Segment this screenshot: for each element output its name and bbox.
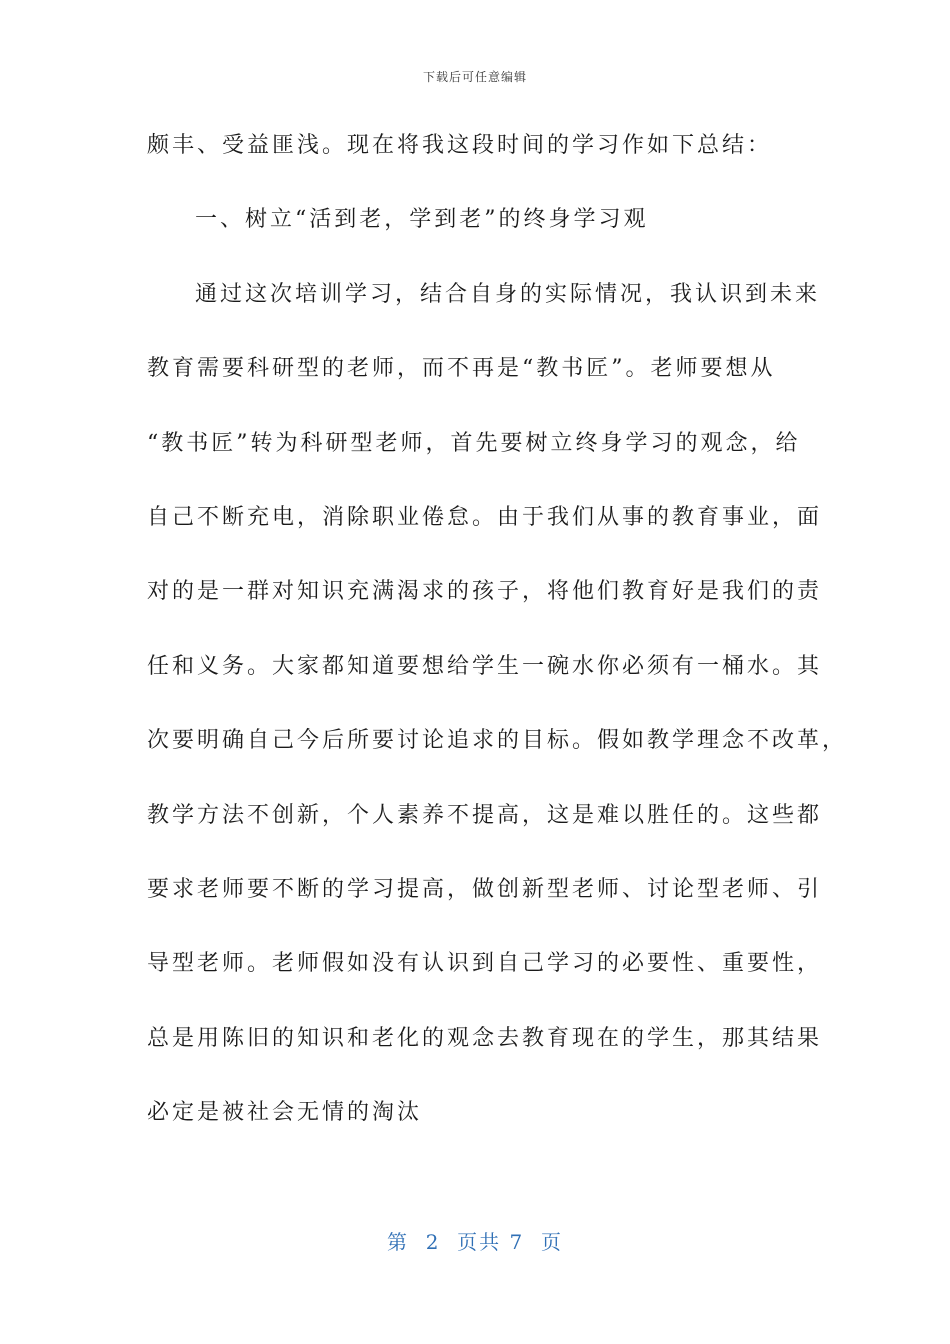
document-body — [147, 128, 848, 1169]
page-number-footer: 第 2 页共 7 页 — [387, 1230, 563, 1254]
header-note: 下载后可任意编辑 — [422, 70, 527, 84]
paragraph-line: 自己不断充电，消除职业倦怠。由于我们从事的教育事业，面 — [147, 504, 823, 530]
paragraph-line: 任和义务。大家都知道要想给学生一碗水你必须有一桶水。其 — [147, 653, 823, 679]
paragraph-line: 通过这次培训学习，结合自身的实际情况，我认识到未来 — [195, 281, 821, 307]
paragraph-line: 教育需要科研型的老师，而不再是“教书匠”。老师要想从 — [147, 356, 776, 382]
paragraph-line: 颇丰、受益匪浅。现在将我这段时间的学习作如下总结： — [147, 133, 773, 158]
paragraph-line: 教学方法不创新，个人素养不提高，这是难以胜任的。这些都 — [147, 802, 823, 828]
section-heading: 一、树立“活到老，学到老”的终身学习观 — [195, 207, 649, 233]
paragraph-line: 对的是一群对知识充满渴求的孩子，将他们教育好是我们的责 — [147, 579, 823, 605]
paragraph-line: 要求老师要不断的学习提高，做创新型老师、讨论型老师、引 — [147, 876, 823, 902]
paragraph-line: “教书匠”转为科研型老师，首先要树立终身学习的观念，给 — [147, 430, 801, 456]
paragraph-line: 次要明确自己今后所要讨论追求的目标。假如教学理念不改革， — [147, 728, 848, 754]
paragraph-line: 必定是被社会无情的淘汰 — [147, 1100, 423, 1126]
paragraph-line: 总是用陈旧的知识和老化的观念去教育现在的学生，那其结果 — [147, 1025, 823, 1051]
paragraph-line: 导型老师。老师假如没有认识到自己学习的必要性、重要性， — [147, 951, 823, 977]
